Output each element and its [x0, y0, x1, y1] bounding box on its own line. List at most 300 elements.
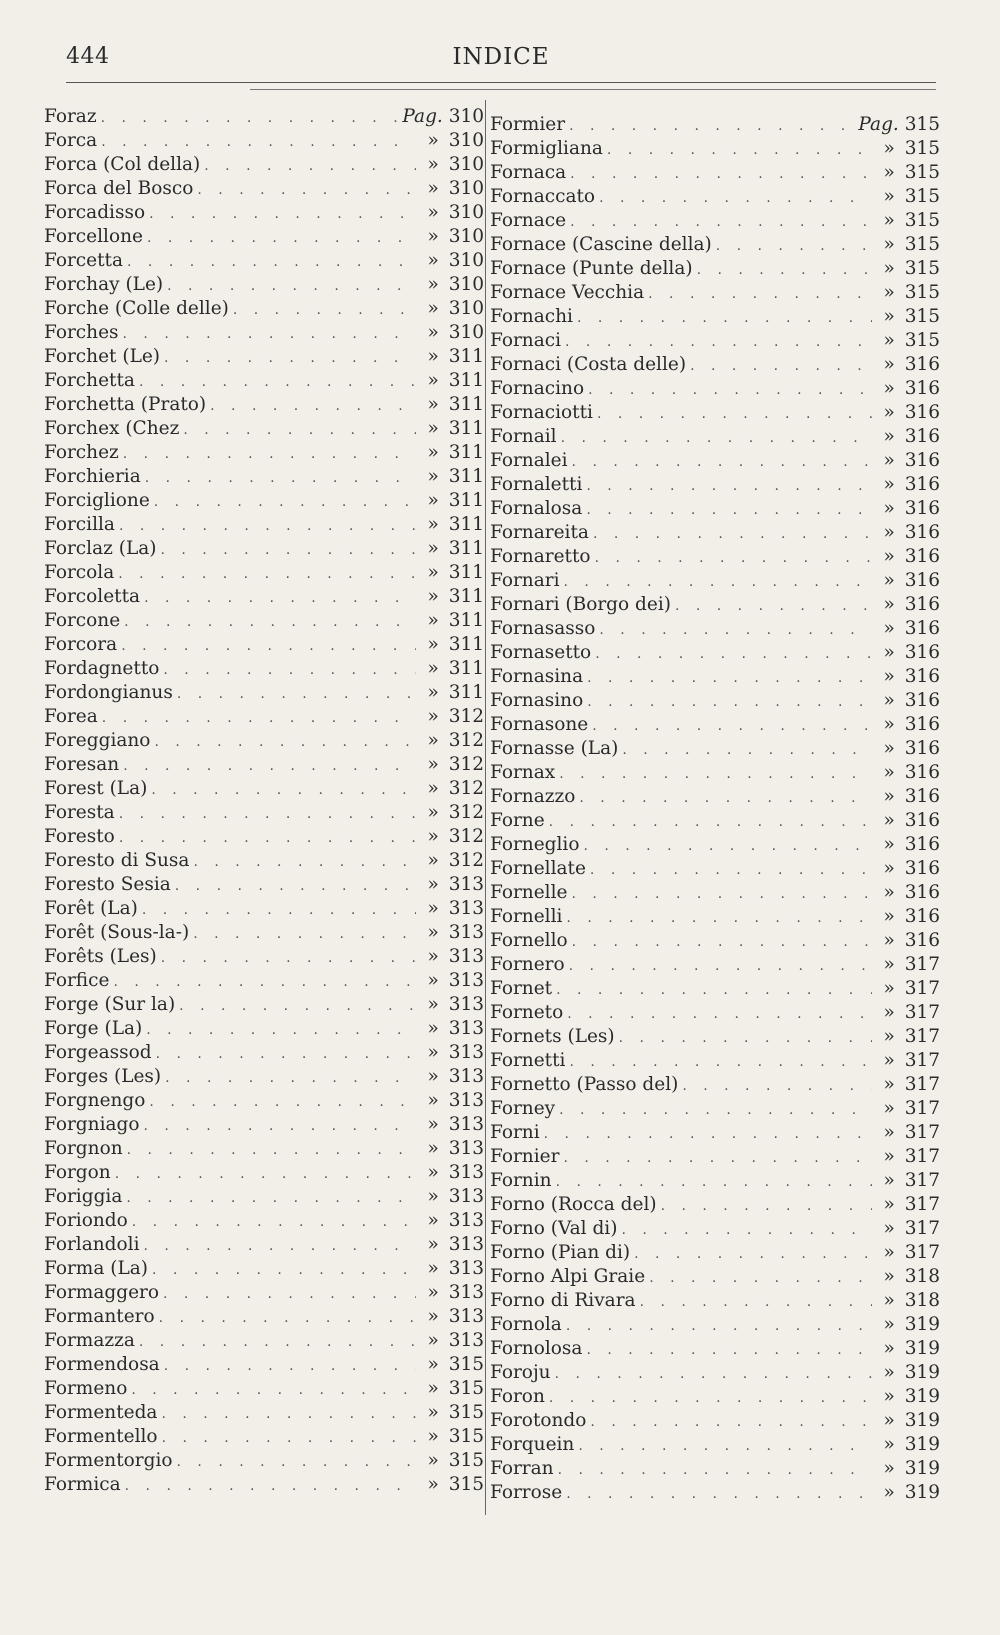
ditto-mark: »	[883, 810, 895, 831]
page-reference	[872, 210, 940, 231]
leader-dots	[204, 158, 416, 174]
page-number-ref: 316	[904, 402, 940, 423]
leader-dots	[159, 1310, 416, 1326]
ditto-mark: »	[427, 706, 439, 727]
ditto-mark: »	[883, 1482, 895, 1503]
leader-dots	[682, 1078, 872, 1094]
entry-name: Foriondo	[44, 1210, 128, 1231]
ditto-mark: »	[883, 1242, 895, 1263]
entry-name: Forni	[490, 1122, 540, 1143]
page-number-ref: 312	[448, 850, 484, 871]
ditto-mark: »	[427, 874, 439, 895]
leader-dots	[123, 446, 416, 462]
index-entry	[490, 354, 940, 378]
leader-dots	[131, 1382, 416, 1398]
index-entry	[490, 1218, 940, 1242]
leader-dots	[558, 1462, 872, 1478]
page-number-ref: 313	[448, 1234, 484, 1255]
ditto-mark: »	[883, 642, 895, 663]
ditto-mark: »	[883, 138, 895, 159]
leader-dots	[177, 686, 416, 702]
page-number-ref: 315	[904, 282, 940, 303]
page-reference	[872, 1194, 940, 1215]
leader-dots	[621, 1222, 872, 1238]
pag-label: Pag.	[402, 106, 443, 127]
entry-name: Fornace (Punte della)	[490, 258, 693, 279]
page-reference	[416, 802, 484, 823]
index-entry	[44, 1138, 484, 1162]
page-number-ref: 315	[448, 1402, 484, 1423]
leader-dots	[661, 1198, 872, 1214]
entry-name: Fornet	[490, 978, 553, 999]
entry-name: Forches	[44, 322, 119, 343]
entry-name: Forno di Rivara	[490, 1290, 636, 1311]
entry-name: Fornail	[490, 426, 557, 447]
page-reference	[416, 1474, 484, 1495]
leader-dots	[119, 518, 416, 534]
page-reference	[416, 874, 484, 895]
right-column	[490, 114, 940, 1506]
index-entry	[44, 490, 484, 514]
page-reference	[416, 922, 484, 943]
ditto-mark: »	[883, 234, 895, 255]
leader-dots	[149, 206, 416, 222]
index-entry	[44, 1378, 484, 1402]
ditto-mark: »	[427, 1114, 439, 1135]
ditto-mark: »	[427, 1354, 439, 1375]
ditto-mark: »	[883, 306, 895, 327]
page-number-ref: 312	[448, 754, 484, 775]
page-number-ref: 313	[448, 1138, 484, 1159]
ditto-mark: »	[883, 1194, 895, 1215]
entry-name: Forno (Rocca del)	[490, 1194, 657, 1215]
entry-name: Forcora	[44, 634, 118, 655]
leader-dots	[127, 1142, 416, 1158]
index-entry	[490, 282, 940, 306]
index-entry	[490, 1410, 940, 1434]
page-reference	[872, 1482, 940, 1503]
leader-dots	[571, 886, 872, 902]
index-entry	[44, 1210, 484, 1234]
index-entry	[44, 1282, 484, 1306]
index-entry	[490, 666, 940, 690]
page-reference	[872, 1218, 940, 1239]
page-number-ref: 315	[904, 306, 940, 327]
entry-name: Fornets (Les)	[490, 1026, 615, 1047]
page-number-ref: 313	[448, 946, 484, 967]
entry-name: Foraz	[44, 106, 97, 127]
index-entry	[44, 706, 484, 730]
index-entry	[490, 882, 940, 906]
index-entry	[44, 922, 484, 946]
page-number-ref: 310	[448, 274, 484, 295]
leader-dots	[143, 1238, 416, 1254]
index-entry	[490, 378, 940, 402]
entry-name: Forclaz (La)	[44, 538, 157, 559]
page-reference	[872, 546, 940, 567]
leader-dots	[595, 646, 872, 662]
ditto-mark: »	[883, 666, 895, 687]
leader-dots	[570, 214, 872, 230]
leader-dots	[175, 878, 416, 894]
page-number-ref: 313	[448, 922, 484, 943]
leader-dots	[586, 502, 872, 518]
ditto-mark: »	[883, 282, 895, 303]
page-reference	[416, 418, 484, 439]
page-number-ref: 317	[904, 1170, 940, 1191]
index-entry	[490, 1338, 940, 1362]
ditto-mark: »	[427, 466, 439, 487]
ditto-mark: »	[427, 250, 439, 271]
ditto-mark: »	[883, 1098, 895, 1119]
ditto-mark: »	[427, 538, 439, 559]
page-number-ref: 317	[904, 954, 940, 975]
leader-dots	[121, 638, 416, 654]
entry-name: Forgon	[44, 1162, 111, 1183]
leader-dots	[142, 902, 416, 918]
page-reference	[416, 1306, 484, 1327]
entry-name: Forges (Les)	[44, 1066, 162, 1087]
leader-dots	[569, 1054, 872, 1070]
entry-name: Fornolosa	[490, 1338, 583, 1359]
ditto-mark: »	[883, 210, 895, 231]
page-reference	[872, 930, 940, 951]
page-reference	[416, 970, 484, 991]
entry-name: Fornaci	[490, 330, 562, 351]
leader-dots	[590, 862, 872, 878]
page-reference	[416, 850, 484, 871]
entry-name: Forquein	[490, 1434, 575, 1455]
index-entry	[44, 970, 484, 994]
ditto-mark: »	[883, 858, 895, 879]
entry-name: Forchetta	[44, 370, 135, 391]
entry-name: Forne	[490, 810, 545, 831]
index-entry	[490, 954, 940, 978]
page-number-ref: 319	[904, 1314, 940, 1335]
entry-name: Forcone	[44, 610, 121, 631]
entry-name: Fornace	[490, 210, 567, 231]
index-entry	[44, 1018, 484, 1042]
page-reference	[416, 154, 484, 175]
entry-name: Fornace Vecchia	[490, 282, 645, 303]
leader-dots	[179, 998, 416, 1014]
entry-name: Forgeassod	[44, 1042, 152, 1063]
entry-name: Fornasetto	[490, 642, 592, 663]
page-number-ref: 311	[448, 634, 484, 655]
page-reference	[872, 426, 940, 447]
page-number-ref: 310	[448, 298, 484, 319]
ditto-mark: »	[427, 1138, 439, 1159]
index-entry	[490, 114, 940, 138]
page-number: 444	[66, 44, 110, 69]
leader-dots	[549, 1390, 872, 1406]
page-reference	[416, 658, 484, 679]
page-reference	[854, 114, 940, 135]
index-entry	[490, 330, 940, 354]
index-entry	[490, 162, 940, 186]
leader-dots	[556, 1174, 872, 1190]
entry-name: Fornelli	[490, 906, 563, 927]
leader-dots	[583, 838, 872, 854]
leader-dots	[161, 1406, 416, 1422]
leader-dots	[599, 622, 872, 638]
page-reference	[416, 1426, 484, 1447]
entry-name: Forrose	[490, 1482, 563, 1503]
index-entry	[490, 1146, 940, 1170]
ditto-mark: »	[883, 330, 895, 351]
ditto-mark: »	[427, 1042, 439, 1063]
entry-name: Forotondo	[490, 1410, 587, 1431]
page-number-ref: 316	[904, 906, 940, 927]
ditto-mark: »	[883, 474, 895, 495]
ditto-mark: »	[883, 618, 895, 639]
entry-name: Formigliana	[490, 138, 603, 159]
page-reference	[872, 498, 940, 519]
leader-dots	[233, 302, 416, 318]
leader-dots	[555, 1366, 872, 1382]
leader-dots	[697, 262, 872, 278]
entry-name: Foresan	[44, 754, 120, 775]
entry-name: Forcadisso	[44, 202, 146, 223]
page-number-ref: 313	[448, 1210, 484, 1231]
index-entry	[44, 1066, 484, 1090]
page-reference	[416, 586, 484, 607]
ditto-mark: »	[883, 186, 895, 207]
leader-dots	[566, 1486, 872, 1502]
leader-dots	[619, 1030, 872, 1046]
entry-name: Forchetta (Prato)	[44, 394, 207, 415]
leader-dots	[563, 1150, 872, 1166]
leader-dots	[197, 182, 416, 198]
page-number-ref: 316	[904, 570, 940, 591]
leader-dots	[145, 470, 416, 486]
page-number-ref: 311	[448, 418, 484, 439]
page-reference	[872, 474, 940, 495]
ditto-mark: »	[883, 594, 895, 615]
ditto-mark: »	[427, 850, 439, 871]
page-number-ref: 316	[904, 498, 940, 519]
page-reference	[416, 634, 484, 655]
page-number-ref: 317	[904, 1074, 940, 1095]
entry-name: Fornazzo	[490, 786, 576, 807]
page-number-ref: 316	[904, 450, 940, 471]
index-entry	[490, 1194, 940, 1218]
page-reference	[872, 786, 940, 807]
leader-dots	[161, 542, 417, 558]
page-number-ref: 312	[448, 706, 484, 727]
entry-name: Forfice	[44, 970, 110, 991]
entry-name: Fornace (Cascine della)	[490, 234, 712, 255]
leader-dots	[127, 254, 416, 270]
index-entry	[44, 730, 484, 754]
leader-dots	[154, 494, 416, 510]
index-entry	[490, 402, 940, 426]
page-reference	[872, 1362, 940, 1383]
page-number-ref: 317	[904, 1122, 940, 1143]
entry-name: Fornello	[490, 930, 568, 951]
page-reference	[872, 1050, 940, 1071]
index-entry	[44, 130, 484, 154]
entry-name: Forchay (Le)	[44, 274, 164, 295]
ditto-mark: »	[427, 970, 439, 991]
index-entry	[44, 682, 484, 706]
page-number-ref: 315	[448, 1378, 484, 1399]
page-reference	[416, 1258, 484, 1279]
entry-name: Fornetto (Passo del)	[490, 1074, 679, 1095]
leader-dots	[183, 422, 416, 438]
page-number-ref: 310	[448, 202, 484, 223]
page-reference	[872, 618, 940, 639]
page-reference	[872, 1074, 940, 1095]
entry-name: Fornari	[490, 570, 560, 591]
entry-name: Forchez	[44, 442, 119, 463]
page-reference	[872, 1242, 940, 1263]
page-reference	[416, 130, 484, 151]
entry-name: Forchieria	[44, 466, 141, 487]
index-entry	[44, 514, 484, 538]
index-entry	[44, 466, 484, 490]
ditto-mark: »	[427, 1234, 439, 1255]
leader-dots	[648, 286, 872, 302]
ditto-mark: »	[427, 514, 439, 535]
ditto-mark: »	[427, 1378, 439, 1399]
page-reference	[416, 514, 484, 535]
ditto-mark: »	[427, 634, 439, 655]
entry-name: Forêts (Les)	[44, 946, 157, 967]
page-reference	[872, 978, 940, 999]
page-reference	[872, 666, 940, 687]
entry-name: Formentello	[44, 1426, 158, 1447]
index-entry	[44, 826, 484, 850]
page-reference	[872, 1338, 940, 1359]
page-number-ref: 315	[904, 114, 940, 135]
page-reference	[416, 1282, 484, 1303]
page-reference	[416, 466, 484, 487]
index-entry	[44, 154, 484, 178]
entry-name: Fordagnetto	[44, 658, 160, 679]
ditto-mark: »	[427, 1090, 439, 1111]
page-number-ref: 313	[448, 1306, 484, 1327]
index-entry	[490, 714, 940, 738]
page-reference	[416, 898, 484, 919]
leader-dots	[559, 1102, 872, 1118]
entry-name: Foresto Sesia	[44, 874, 171, 895]
page-reference	[872, 762, 940, 783]
page-reference	[872, 1122, 940, 1143]
index-entry	[490, 810, 940, 834]
entry-name: Foreggiano	[44, 730, 151, 751]
index-entry	[44, 418, 484, 442]
page-reference	[416, 1162, 484, 1183]
leader-dots	[162, 1430, 416, 1446]
page-number-ref: 315	[448, 1450, 484, 1471]
leader-dots	[164, 1358, 416, 1374]
page-number-ref: 316	[904, 858, 940, 879]
page-reference	[416, 1330, 484, 1351]
header-rule-secondary	[250, 89, 936, 90]
leader-dots	[193, 854, 416, 870]
index-entry	[490, 1050, 940, 1074]
ditto-mark: »	[883, 930, 895, 951]
leader-dots	[144, 590, 416, 606]
entry-name: Fornasino	[490, 690, 584, 711]
ditto-mark: »	[883, 1050, 895, 1071]
index-entry	[490, 786, 940, 810]
page-number-ref: 313	[448, 1282, 484, 1303]
index-entry	[490, 1362, 940, 1386]
leader-dots	[572, 934, 872, 950]
index-entry	[490, 186, 940, 210]
page-reference	[416, 682, 484, 703]
leader-dots	[144, 1118, 417, 1134]
ditto-mark: »	[883, 570, 895, 591]
page-number-ref: 313	[448, 1066, 484, 1087]
entry-name: Fornasina	[490, 666, 584, 687]
entry-name: Forcoletta	[44, 586, 141, 607]
index-entry	[490, 1458, 940, 1482]
page-reference	[416, 946, 484, 967]
page-number-ref: 319	[904, 1410, 940, 1431]
index-entry	[44, 226, 484, 250]
ditto-mark: »	[883, 1362, 895, 1383]
ditto-mark: »	[883, 1002, 895, 1023]
entry-name: Forgnengo	[44, 1090, 146, 1111]
leader-dots	[177, 1454, 416, 1470]
index-entry	[44, 1474, 484, 1498]
entry-name: Forge (Sur la)	[44, 994, 176, 1015]
index-entry	[490, 690, 940, 714]
leader-dots	[622, 742, 872, 758]
entry-name: Forran	[490, 1458, 554, 1479]
ditto-mark: »	[883, 882, 895, 903]
leader-dots	[587, 694, 872, 710]
page-number-ref: 319	[904, 1458, 940, 1479]
index-entry	[44, 370, 484, 394]
page-reference	[872, 1146, 940, 1167]
page-number-ref: 312	[448, 730, 484, 751]
index-entry	[44, 1426, 484, 1450]
page-header	[66, 44, 936, 78]
leader-dots	[165, 1070, 416, 1086]
page-number-ref: 315	[448, 1426, 484, 1447]
index-entry	[490, 1002, 940, 1026]
index-entry	[44, 802, 484, 826]
page-number-ref: 315	[904, 258, 940, 279]
page-reference	[872, 186, 940, 207]
entry-name: Fornachi	[490, 306, 573, 327]
page-reference	[872, 954, 940, 975]
entry-name: Formaggero	[44, 1282, 159, 1303]
ditto-mark: »	[427, 1162, 439, 1183]
index-entry	[490, 1122, 940, 1146]
index-entry	[44, 658, 484, 682]
page-number-ref: 316	[904, 930, 940, 951]
leader-dots	[125, 1478, 416, 1494]
page-number-ref: 310	[448, 250, 484, 271]
leader-dots	[124, 614, 416, 630]
ditto-mark: »	[883, 378, 895, 399]
entry-name: Fornaca	[490, 162, 567, 183]
page-reference	[872, 162, 940, 183]
leader-dots	[564, 574, 872, 590]
page-reference	[416, 394, 484, 415]
page-reference	[872, 1026, 940, 1047]
leader-dots	[149, 1094, 416, 1110]
ditto-mark: »	[883, 1266, 895, 1287]
page-reference	[872, 906, 940, 927]
index-entry	[490, 906, 940, 930]
entry-name: Forêt (La)	[44, 898, 138, 919]
